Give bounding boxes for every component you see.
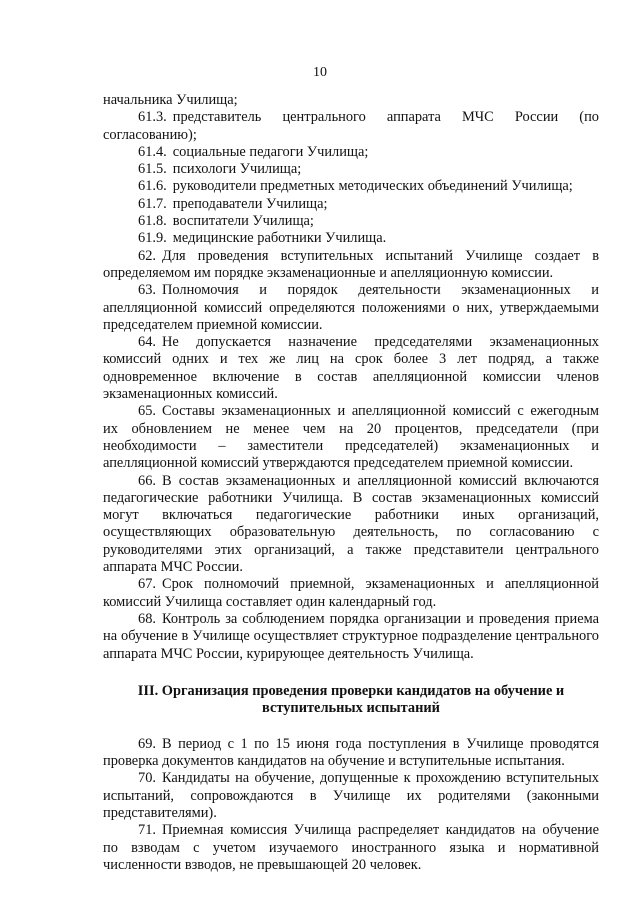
list-item-61-5 <box>103 161 599 178</box>
paragraph-text: Срок полномочий приемной, экзаменационных и апелляционной комиссий Училища составляет один календарный год. <box>103 576 599 610</box>
item-text: медицинские работники Училища. <box>172 230 387 247</box>
paragraph-68 <box>103 611 599 663</box>
list-item-61-3 <box>103 109 599 144</box>
paragraph-number: 63. <box>138 282 156 299</box>
list-item-61-8 <box>103 213 599 230</box>
section-heading: III. Организация проведения проверки кандидатов на обучение и вступительных испытаний <box>137 682 565 717</box>
item-number: 61.7. <box>138 195 167 212</box>
list-item-61-7 <box>103 196 599 213</box>
paragraph-text: Приемная комиссия Училища распределяет кандидатов на обучение по взводам с учетом изучаемого иностранного языка и нормативной численности взводов, не превышающей 20 человек. <box>103 822 599 873</box>
list-item-61-4 <box>103 144 599 161</box>
paragraph-62 <box>103 248 599 283</box>
item-number: 61.4. <box>138 143 167 160</box>
paragraph-number: 62. <box>138 247 156 264</box>
item-text: руководители предметных методических объединений Училища; <box>172 178 573 195</box>
list-item-61-6 <box>103 178 599 195</box>
document-body <box>103 92 599 874</box>
item-number: 61.3. <box>138 109 167 126</box>
item-number: 61.5. <box>138 161 167 178</box>
paragraph-number: 66. <box>138 472 156 489</box>
paragraph-70 <box>103 770 599 822</box>
paragraph-text: Не допускается назначение председателями экзаменационных комиссий одних и тех же лиц на срок более 3 лет подряд, а также одновременное включение в состав апелляционной комиссии членов экзаменационных комиссий. <box>103 334 599 403</box>
paragraph-number: 70. <box>138 770 156 787</box>
paragraph-number: 67. <box>138 576 156 593</box>
paragraph-number: 68. <box>138 610 156 627</box>
paragraph-63 <box>103 282 599 334</box>
paragraph-number: 64. <box>138 334 156 351</box>
item-text: социальные педагоги Училища; <box>172 143 369 160</box>
paragraph-69 <box>103 736 599 771</box>
paragraph-text: В период с 1 по 15 июня года поступления в Училище проводятся проверка документов кандидатов на обучение и вступительные испытания. <box>103 735 599 770</box>
item-number: 61.8. <box>138 213 167 230</box>
item-text: преподаватели Училища; <box>172 195 328 212</box>
item-text: воспитатели Училища; <box>172 213 314 230</box>
paragraph-text: В состав экзаменационных и апелляционной комиссий включаются педагогические работники Училища. В состав экзаменационных комиссий могут включаться педагогические работники иных организаций, осуществляющих образовательную деятельность, по согласованию с руководителями этих организаций, а также представители центрального аппарата МЧС России. <box>103 472 599 576</box>
paragraph-64 <box>103 334 599 403</box>
item-number: 61.6. <box>138 178 167 195</box>
item-text: представитель центрального аппарата МЧС России (по согласованию); <box>103 109 599 143</box>
paragraph-71 <box>103 822 599 874</box>
paragraph-66 <box>103 473 599 577</box>
page-number: 10 <box>313 65 327 80</box>
intro-line: начальника Училища; <box>103 92 238 108</box>
paragraph-text: Кандидаты на обучение, допущенные к прохождению вступительных испытаний, сопровождаются в Училище их родителями (законными представителями). <box>103 770 599 821</box>
item-number: 61.9. <box>138 230 167 247</box>
item-text: психологи Училища; <box>172 161 302 178</box>
paragraph-text: Полномочия и порядок деятельности экзаменационных и апелляционной комиссий определяются положениями о них, утверждаемыми председателем приемной комиссии. <box>103 282 599 333</box>
paragraph-text: Для проведения вступительных испытаний Училище создает в определяемом им порядке экзаменационные и апелляционную комиссии. <box>103 247 599 281</box>
paragraph-number: 71. <box>138 822 156 839</box>
paragraph-text: Контроль за соблюдением порядка организации и проведения приема на обучение в Училище осуществляет структурное подразделение центрального аппарата МЧС России, курирующее деятельность Училища. <box>103 610 599 662</box>
paragraph-67 <box>103 576 599 611</box>
paragraph-text: Составы экзаменационных и апелляционной комиссий с ежегодным их обновлением не менее чем на 20 процентов, председатели (при необходимости – заместители председателей) экзаменационных и апелляционной комиссий утверждаются председателем приемной комиссии. <box>103 403 599 472</box>
paragraph-65 <box>103 403 599 472</box>
list-item-61-9 <box>103 230 599 247</box>
paragraph-number: 65. <box>138 403 156 420</box>
paragraph-number: 69. <box>138 735 156 752</box>
